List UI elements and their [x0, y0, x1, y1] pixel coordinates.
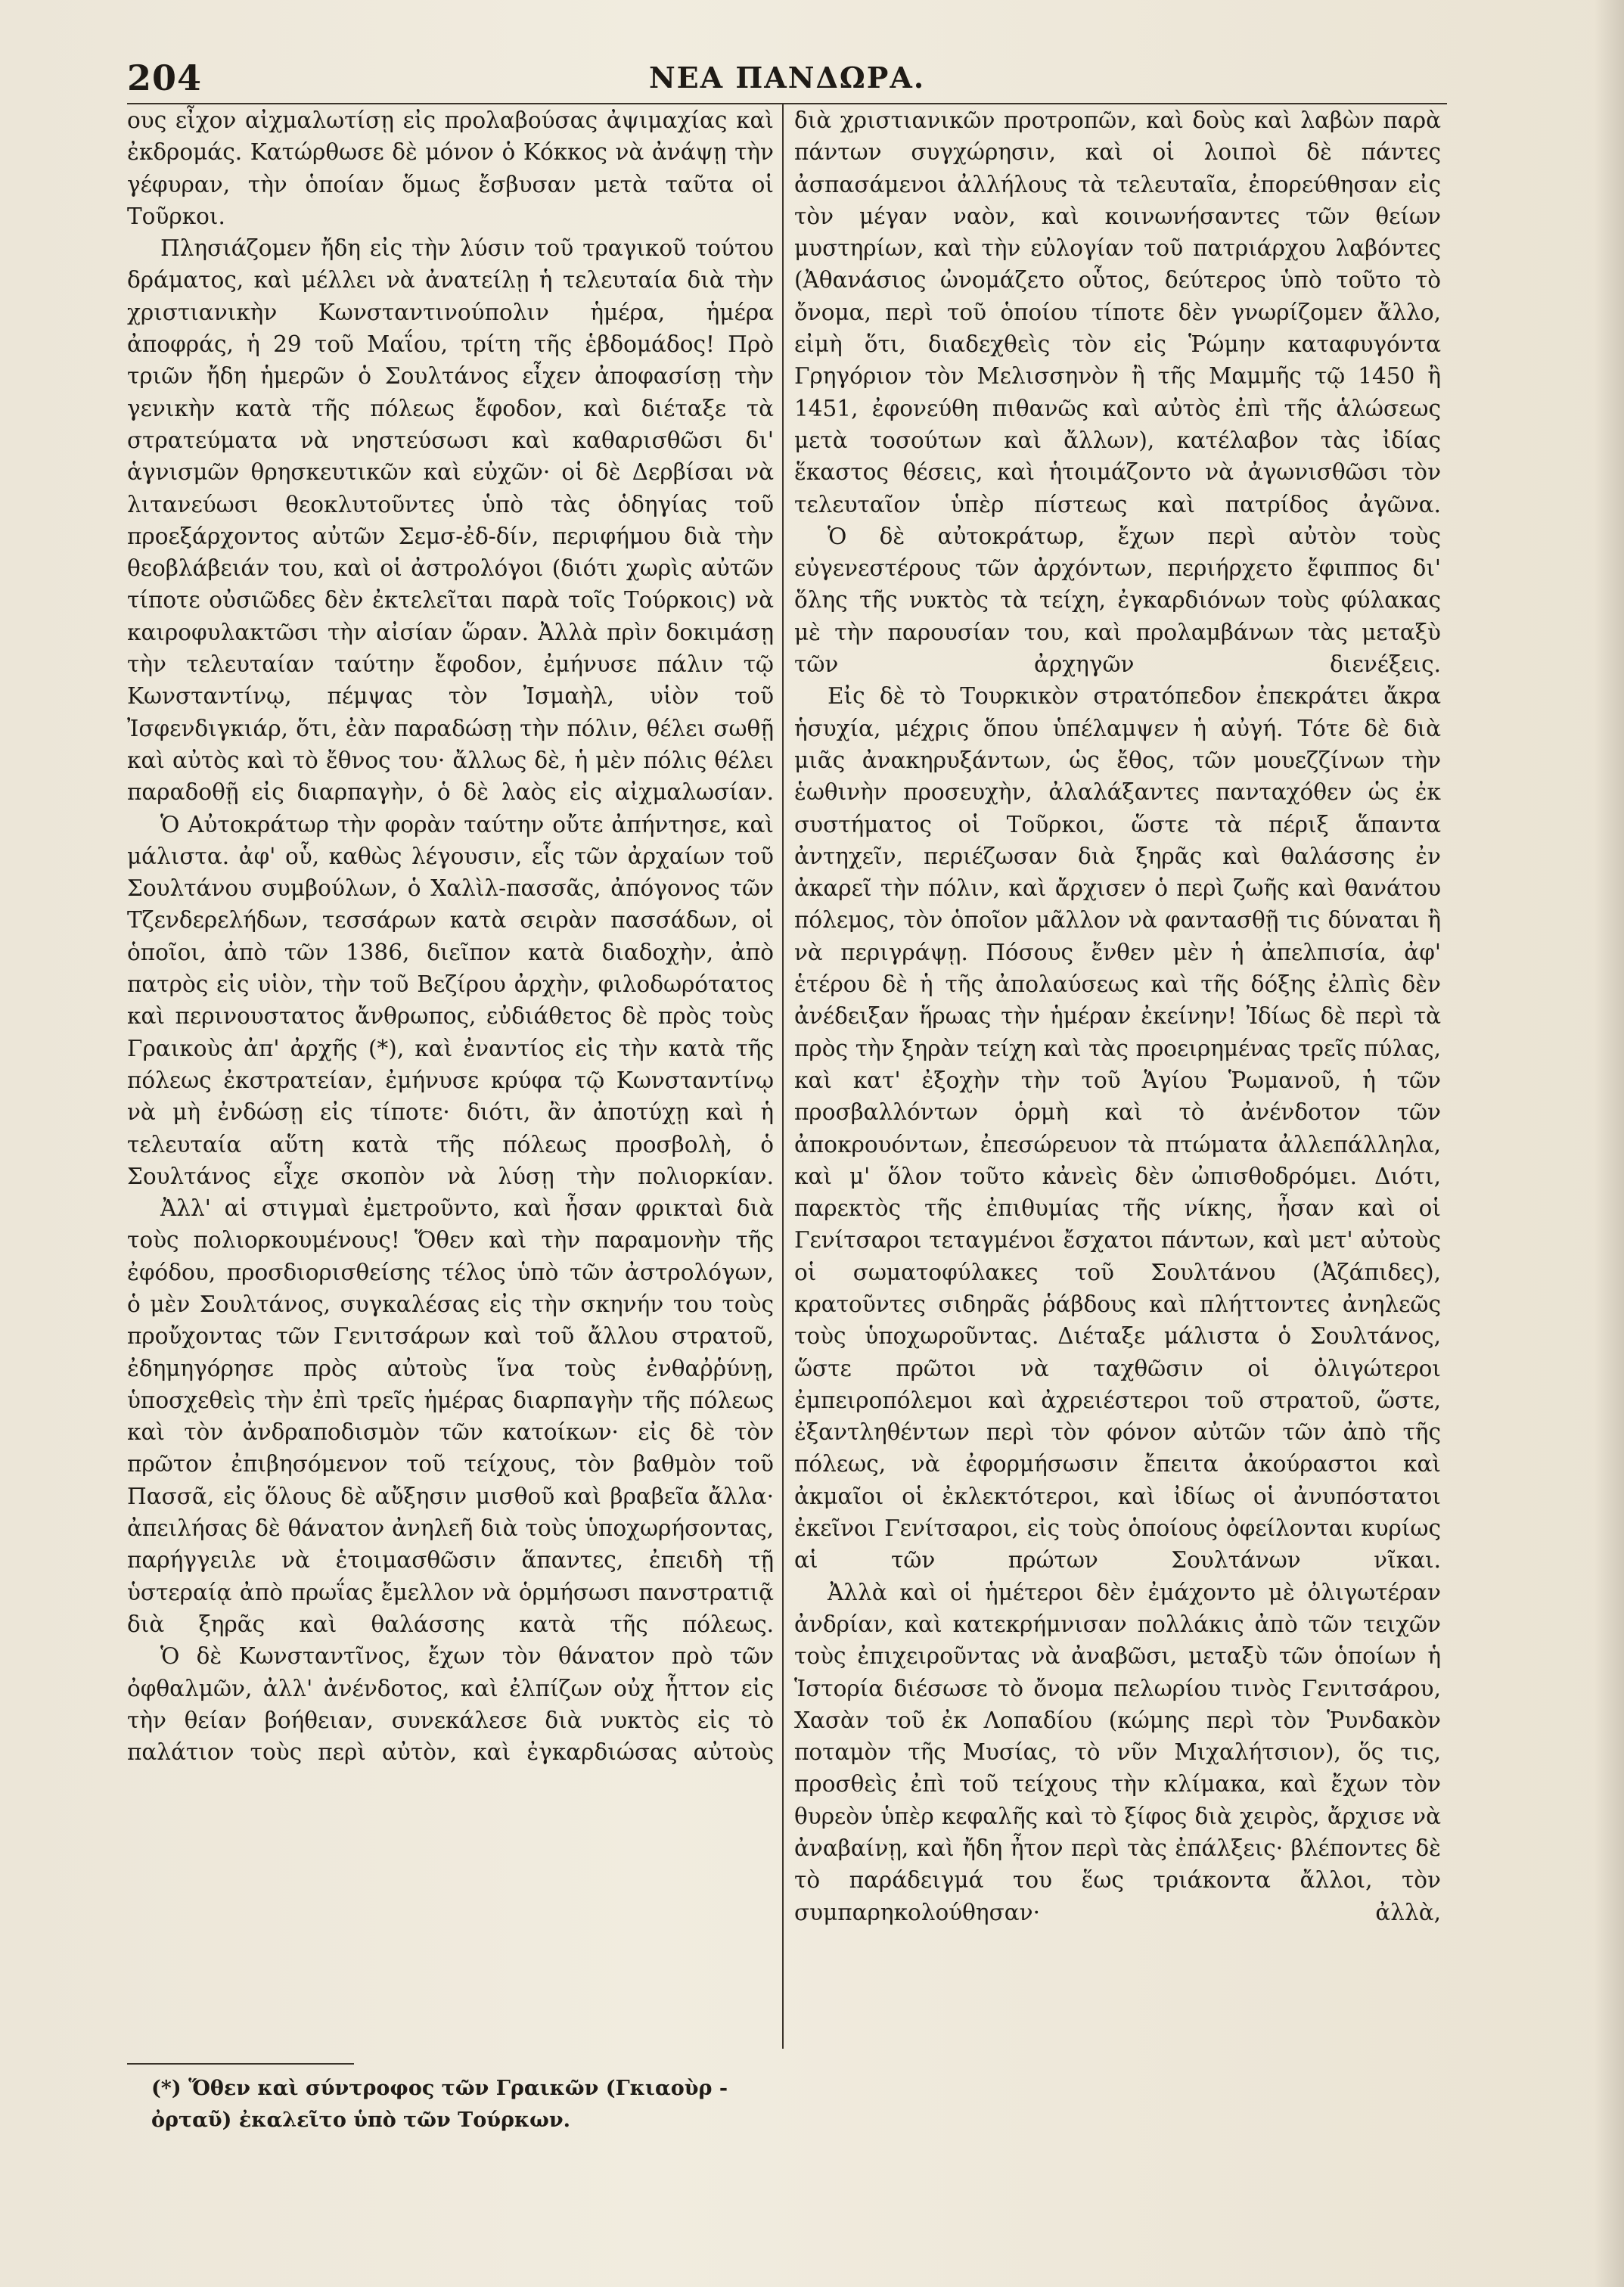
paragraph: Εἰς δὲ τὸ Τουρκικὸν στρατόπεδον ἐπεκράτει ἄκρα ἡσυχία, μέχρις ὅπου ὑπέλαμψεν ἡ αὐγή. Τότε δὲ διὰ μιᾶς ἀνακηρυξάντων, ὡς ἔθος, τῶν μουεζζίνων τὴν ἑωθινὴν προσευχὴν, ἀλαλάξαντες πανταχόθεν ὡς ἐκ συστήματος οἱ Τοῦρκοι, ὥστε τὰ πέριξ ἅπαντα ἀντηχεῖν, περιέζωσαν διὰ ξηρᾶς καὶ θαλάσσης ἐν ἀκαρεῖ τὴν πόλιν, καὶ ἄρχισεν ὁ περὶ ζωῆς καὶ θανάτου πόλεμος, τὸν ὁποῖον μᾶλλον νὰ φαντασθῇ τις δύναται ἢ νὰ περιγράψῃ. Πόσους ἔνθεν μὲν ἡ ἀπελπισία, ἀφ' ἑτέρου δὲ ἡ τῆς ἀπολαύσεως καὶ τῆς δόξης ἐλπὶς δὲν ἀνέδειξαν ἥρωας τὴν ἡμέραν ἐκείνην! Ἰδίως δὲ περὶ τὰ πρὸς τὴν ξηρὰν τείχη καὶ τὰς προειρημένας τρεῖς πύλας, καὶ κατ' ἐξοχὴν τὴν τοῦ Ἁγίου Ῥωμανοῦ, ἡ τῶν προσβαλλόντων ὁρμὴ καὶ τὸ ἀνένδοτον τῶν ἀποκρουόντων, ἐπεσώρευον τὰ πτώματα ἀλλεπάλληλα, καὶ μ' ὅλον τοῦτο κἀνεὶς δὲν ὠπισθοδρόμει. Διότι, παρεκτὸς τῆς ἐπιθυμίας τῆς νίκης, ἦσαν καὶ οἱ Γενίτσαροι τεταγμένοι ἔσχατοι πάντων, καὶ μετ' αὐτοὺς οἱ σωματοφύλακες τοῦ Σουλτάνου (Ἀζάπιδες), κρατοῦντες σιδηρᾶς ῥάβδους καὶ πλήττοντες ἀνηλεῶς τοὺς ὑποχωροῦντας. Διέταξε μάλιστα ὁ Σουλτάνος, ὥστε πρῶτοι νὰ ταχθῶσιν οἱ ὀλιγώτεροι ἐμπειροπόλεμοι καὶ ἀχρειέστεροι τοῦ στρατοῦ, ὥστε, ἐξαντληθέντων περὶ τὸν φόνον αὐτῶν τῶν ἀπὸ τῆς πόλεως, νὰ ἐφορμήσωσιν ἔπειτα ἀκούραστοι καὶ ἀκμαῖοι οἱ ἐκλεκτότεροι, καὶ ἰδίως οἱ ἀνυπόστατοι ἐκεῖνοι Γενίτσαροι, εἰς τοὺς ὁποίους ὀφείλονται κυρίως αἱ τῶν πρώτων Σουλτάνων νῖκαι. [794, 683, 1441, 1574]
left-column [127, 104, 774, 1768]
paragraph: ους εἶχον αἰχμαλωτίσῃ εἰς προλαβούσας ἀψιμαχίας καὶ ἐκδρομάς. Κατώρθωσε δὲ μόνον ὁ Κόκκος νὰ ἀνάψῃ τὴν γέφυραν, τὴν ὁποίαν ὅμως ἔσβυσαν μετὰ ταῦτα οἱ Τοῦρκοι. [127, 107, 774, 229]
paragraph: Ὁ δὲ Κωνσταντῖνος, ἔχων τὸν θάνατον πρὸ τῶν ὀφθαλμῶν, ἀλλ' ἀνένδοτος, καὶ ἐλπίζων οὐχ ἧττον εἰς τὴν θείαν βοήθειαν, συνεκάλεσε διὰ νυκτὸς εἰς τὸ παλάτιον τοὺς περὶ αὐτὸν, καὶ ἐγκαρδιώσας αὐτοὺς [127, 1643, 774, 1766]
paragraph: Ἀλλ' αἱ στιγμαὶ ἐμετροῦντο, καὶ ἦσαν φρικταὶ διὰ τοὺς πολιορκουμένους! Ὅθεν καὶ τὴν παραμονὴν τῆς ἐφόδου, προσδιορισθείσης τέλος ὑπὸ τῶν ἀστρολόγων, ὁ μὲν Σουλτάνος, συγκαλέσας εἰς τὴν σκηνήν του τοὺς προὔχοντας τῶν Γενιτσάρων καὶ τοῦ ἄλλου στρατοῦ, ἐδημηγόρησε πρὸς αὐτοὺς ἵνα τοὺς ἐνθαῤῥύνῃ, ὑποσχεθεὶς τὴν ἐπὶ τρεῖς ἡμέρας διαρπαγὴν τῆς πόλεως καὶ τὸν ἀνδραποδισμὸν τῶν κατοίκων· εἰς δὲ τὸν πρῶτον ἐπιβησόμενον τοῦ τείχους, τὸν βαθμὸν τοῦ Πασσᾶ, εἰς ὅλους δὲ αὔξησιν μισθοῦ καὶ βραβεῖα ἄλλα· ἀπειλήσας δὲ θάνατον ἀνηλεῆ διὰ τοὺς ὑποχωρήσοντας, παρήγγειλε νὰ ἑτοιμασθῶσιν ἅπαντες, ἐπειδὴ τῇ ὑστεραίᾳ ἀπὸ πρωΐας ἔμελλον νὰ ὁρμήσωσι πανστρατιᾷ διὰ ξηρᾶς καὶ θαλάσσης κατὰ τῆς πόλεως. [127, 1195, 774, 1637]
footnote-rule [127, 2063, 354, 2065]
footnote: (*) Ὅθεν καὶ σύντροφος τῶν Γραικῶν (Γκιαοὺρ - ὀρταῦ) ἐκαλεῖτο ὑπὸ τῶν Τούρκων. [151, 2077, 728, 2132]
paragraph: Ὁ Αὐτοκράτωρ τὴν φορὰν ταύτην οὔτε ἀπήντησε, καὶ μάλιστα. ἀφ' οὗ, καθὼς λέγουσιν, εἷς τῶν ἀρχαίων τοῦ Σουλτάνου συμβούλων, ὁ Χαλὶλ-πασσᾶς, ἀπόγονος τῶν Τζενδερελήδων, τεσσάρων κατὰ σειρὰν πασσάδων, οἱ ὁποῖοι, ἀπὸ τῶν 1386, διεῖπον κατὰ διαδοχὴν, ἀπὸ πατρὸς εἰς υἱὸν, τὴν τοῦ Βεζίρου ἀρχὴν, φιλοδωρότατος καὶ περινουστατος ἄνθρωπος, εὐδιάθετος δὲ πρὸς τοὺς Γραικοὺς ἀπ' ἀρχῆς (*), καὶ ἐναντίος εἰς τὴν κατὰ τῆς πόλεως ἐκστρατείαν, ἐμήνυσε κρύφα τῷ Κωνσταντίνῳ νὰ μὴ ἐνδώσῃ εἰς τίποτε· διότι, ἂν ἀποτύχῃ καὶ ἡ τελευταία αὕτη κατὰ τῆς πόλεως προσβολὴ, ὁ Σουλτάνος εἶχε σκοπὸν νὰ λύσῃ τὴν πολιορκίαν. [127, 811, 774, 1189]
journal-title: ΝΕΑ ΠΑΝΔΩΡΑ. [648, 61, 926, 95]
page-edge-shadow [1594, 0, 1624, 2287]
paragraph: διὰ χριστιανικῶν προτροπῶν, καὶ δοὺς καὶ λαβὼν παρὰ πάντων συγχώρησιν, καὶ οἱ λοιποὶ δὲ πάντες ἀσπασάμενοι ἀλλήλους τὰ τελευταῖα, ἐπορεύθησαν εἰς τὸν μέγαν ναὸν, καὶ κοινωνήσαντες τῶν θείων μυστηρίων, καὶ τὴν εὐλογίαν τοῦ πατριάρχου λαβόντες (Ἀθανάσιος ὠνομάζετο οὗτος, δεύτερος ὑπὸ τοῦτο τὸ ὄνομα, περὶ τοῦ ὁποίου τίποτε δὲν γνωρίζομεν ἄλλο, εἰμὴ ὅτι, διαδεχθεὶς τὸν εἰς Ῥώμην καταφυγόντα Γρηγόριον τὸν Μελισσηνὸν ἢ τῆς Μαμμῆς τῷ 1450 ἢ 1451, ἐφονεύθη πιθανῶς καὶ αὐτὸς ἐπὶ τῆς ἁλώσεως μετὰ τοσούτων καὶ ἄλλων), κατέλαβον τὰς ἰδίας ἕκαστος θέσεις, καὶ ἡτοιμάζοντο νὰ ἀγωνισθῶσι τὸν τελευταῖον ὑπὲρ πίστεως καὶ πατρίδος ἀγῶνα. [794, 107, 1441, 517]
paragraph: Ἀλλὰ καὶ οἱ ἡμέτεροι δὲν ἐμάχοντο μὲ ὀλιγωτέραν ἀνδρίαν, καὶ κατεκρήμνισαν πολλάκις ἀπὸ τῶν τειχῶν τοὺς ἐπιχειροῦντας νὰ ἀναβῶσι, μεταξὺ τῶν ὁποίων ἡ Ἱστορία διέσωσε τὸ ὄνομα πελωρίου τινὸς Γενιτσάρου, Χασὰν τοῦ ἐκ Λοπαδίου (κώμης περὶ τὸν Ῥυνδακὸν ποταμὸν τῆς Μυσίας, τὸ νῦν Μιχαλήτσιον), ὅς τις, προσθεὶς ἐπὶ τοῦ τείχους τὴν κλίμακα, καὶ ἔχων τὸν θυρεὸν ὑπὲρ κεφαλῆς καὶ τὸ ξίφος διὰ χειρὸς, ἄρχισε νὰ ἀναβαίνῃ, καὶ ἤδη ἦτον περὶ τὰς ἐπάλξεις· βλέποντες δὲ τὸ παράδειγμά του ἕως τριάκοντα ἄλλοι, τὸν συμπαρηκολούθησαν· ἀλλὰ, [794, 1579, 1441, 1925]
column-divider [782, 104, 784, 2049]
page-number: 204 [127, 57, 203, 98]
page-header [127, 53, 1447, 106]
paragraph: Πλησιάζομεν ἤδη εἰς τὴν λύσιν τοῦ τραγικοῦ τούτου δράματος, καὶ μέλλει νὰ ἀνατείλῃ ἡ τελευταία διὰ τὴν χριστιανικὴν Κωνσταντινούπολιν ἡμέρα, ἡμέρα ἀποφράς, ἡ 29 τοῦ Μαΐου, τρίτη τῆς ἑβδομάδος! Πρὸ τριῶν ἤδη ἡμερῶν ὁ Σουλτάνος εἶχεν ἀποφασίσῃ τὴν γενικὴν κατὰ τῆς πόλεως ἔφοδον, καὶ διέταξε τὰ στρατεύματα νὰ νηστεύσωσι καὶ καθαρισθῶσι δι' ἁγνισμῶν θρησκευτικῶν καὶ εὐχῶν· οἱ δὲ Δερβίσαι νὰ λιτανεύωσι θεοκλυτοῦντες ὑπὸ τὰς ὁδηγίας τοῦ προεξάρχοντος αὐτῶν Σεμσ-ἐδ-δίν, περιφήμου διὰ τὴν θεοβλάβειάν του, καὶ οἱ ἀστρολόγοι (διότι χωρὶς αὐτῶν τίποτε οὐσιῶδες δὲν ἐκτελεῖται παρὰ τοῖς Τούρκοις) νὰ καιροφυλακτῶσι τὴν αἰσίαν ὥραν. Ἀλλὰ πρὶν δοκιμάσῃ τὴν τελευταίαν ταύτην ἔφοδον, ἐμήνυσε πάλιν τῷ Κωνσταντίνῳ, πέμψας τὸν Ἰσμαὴλ, υἱὸν τοῦ Ἰσφενδιγκιάρ, ὅτι, ἐὰν παραδώσῃ τὴν πόλιν, θέλει σωθῇ καὶ αὐτὸς καὶ τὸ ἔθνος του· ἄλλως δὲ, ἡ μὲν πόλις θέλει παραδοθῇ εἰς διαρπαγὴν, ὁ δὲ λαὸς εἰς αἰχμαλωσίαν. [127, 235, 774, 806]
right-column [794, 104, 1441, 1928]
paragraph: Ὁ δὲ αὐτοκράτωρ, ἔχων περὶ αὐτὸν τοὺς εὐγενεστέρους τῶν ἀρχόντων, περιήρχετο ἔφιππος δι' ὅλης τῆς νυκτὸς τὰ τείχη, ἐγκαρδιόνων τοὺς φύλακας μὲ τὴν παρουσίαν του, καὶ προλαμβάνων τὰς μεταξὺ τῶν ἀρχηγῶν διενέξεις. [794, 523, 1441, 678]
